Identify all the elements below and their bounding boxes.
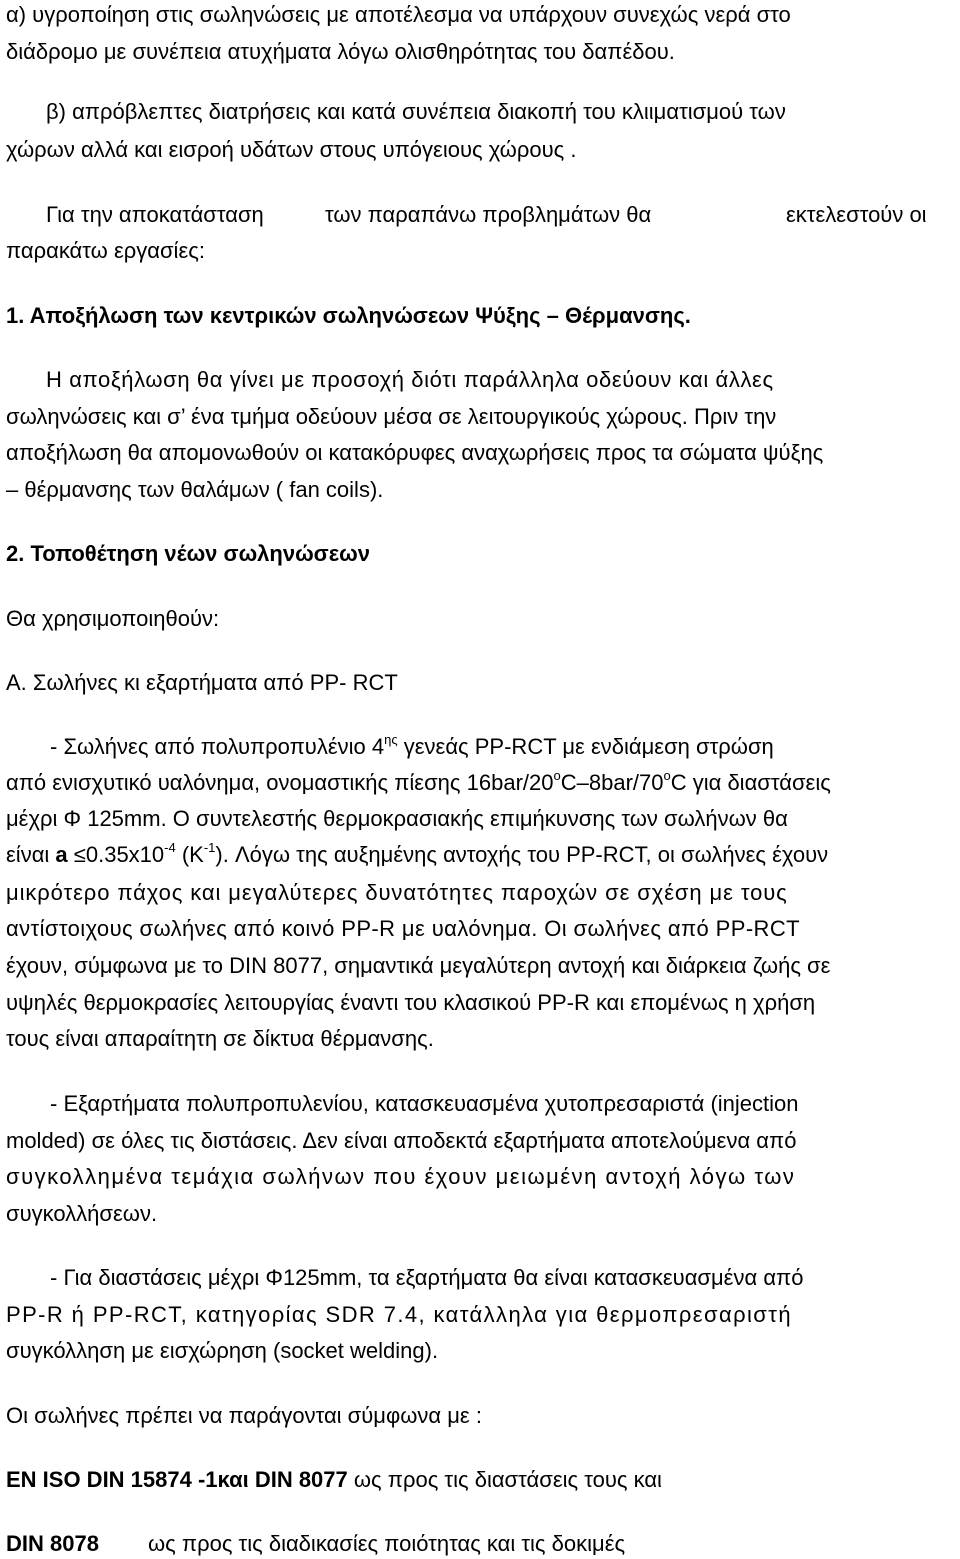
heading-text: 2. Τοποθέτηση νέων σωληνώσεων — [6, 541, 370, 566]
bold-symbol: a — [55, 842, 68, 867]
section-heading-1 — [6, 303, 691, 329]
text: molded) σε όλες τις διστάσεις. Δεν είναι αποδεκτά εξαρτήματα αποτελούμενα από — [6, 1128, 797, 1153]
text-line — [6, 1026, 434, 1052]
text: (K — [175, 842, 204, 867]
superscript: ης — [384, 731, 398, 747]
text-line — [6, 916, 800, 942]
text-line — [6, 238, 205, 264]
text-line — [6, 1201, 157, 1227]
section-heading-2 — [6, 541, 370, 567]
text: γενεάς PP-RCT με ενδιάμεση στρώση — [397, 734, 774, 759]
text-line — [6, 839, 829, 868]
text: συγκόλληση με εισχώρηση (socket welding). — [6, 1338, 439, 1363]
text-line — [6, 806, 788, 832]
text-line — [50, 1091, 799, 1117]
text: PP-R ή PP-RCT, κατηγορίας SDR 7.4, κατάλληλα για θερμοπρεσαριστή — [6, 1302, 792, 1327]
text: σωληνώσεις και σ’ ένα τμήμα οδεύουν μέσα σε λειτουργικούς χώρους. Πριν την — [6, 404, 777, 429]
text: των παραπάνω προβλημάτων θα — [325, 202, 652, 227]
superscript: -4 — [164, 839, 176, 855]
text-line — [6, 606, 219, 632]
text-line — [50, 731, 774, 760]
text: C για διαστάσεις — [670, 770, 831, 795]
text-line — [6, 477, 383, 503]
standards-line — [6, 1531, 625, 1557]
text: αποξήλωση θα απομονωθούν οι κατακόρυφες αναχωρήσεις προς τα σώματα ψύξης — [6, 440, 824, 465]
text: ≤0.35x10 — [67, 842, 165, 867]
text: ). Λόγω της αυξημένης αντοχής του PP-RCT, οι σωλήνες έχουν — [215, 842, 829, 867]
text: έχουν, σύμφωνα με το DIN 8077, σημαντικά μεγαλύτερη αντοχή και διάρκεια ζωής σε — [6, 953, 831, 978]
text: υψηλές θερμοκρασίες λειτουργίας έναντι του κλασικού PP-R και επομένως η χρήση — [6, 990, 816, 1015]
text: – θέρμανσης των θαλάμων ( fan coils). — [6, 477, 384, 502]
text-line — [6, 2, 954, 28]
superscript: -1 — [203, 839, 216, 855]
text: Για την αποκατάσταση — [46, 202, 264, 227]
text: Η αποξήλωση θα γίνει με προσοχή διότι παράλληλα οδεύουν και άλλες — [46, 367, 774, 392]
standards-line — [6, 1467, 662, 1493]
text-line — [6, 137, 576, 163]
text: ως προς τις διαστάσεις τους και — [347, 1467, 662, 1492]
text-line — [6, 39, 675, 65]
text-line — [46, 99, 954, 125]
text: διάδρομο με συνέπεια ατυχήματα λόγω ολισθηρότητας του δαπέδου. — [6, 39, 675, 64]
text-line — [6, 1403, 482, 1429]
superscript: o — [553, 767, 561, 783]
text: β) απρόβλεπτες διατρήσεις και κατά συνέπεια διακοπή του κλιιματισμού των — [46, 99, 786, 124]
subheading-a — [6, 670, 398, 696]
text-line — [6, 440, 823, 466]
text-segment — [325, 202, 651, 228]
text: είναι — [6, 842, 56, 867]
text: - Για διαστάσεις μέχρι Φ125mm, τα εξαρτήματα θα είναι κατασκευασμένα από — [50, 1265, 804, 1290]
heading-text: 1. Αποξήλωση των κεντρικών σωληνώσεων Ψύξης – Θέρμανσης. — [6, 303, 691, 328]
text: μικρότερο πάχος και μεγαλύτερες δυνατότητες παροχών σε σχέση με τους — [6, 880, 788, 905]
text: εκτελεστούν οι — [786, 202, 927, 227]
text: τους είναι απαραίτητη σε δίκτυα θέρμανσης. — [6, 1026, 434, 1051]
text: Οι σωλήνες πρέπει να παράγονται σύμφωνα με : — [6, 1403, 482, 1428]
text: Α. Σωλήνες κι εξαρτήματα από PP- RCT — [6, 670, 398, 695]
standard-name: DIN 8078 — [6, 1531, 99, 1556]
text: C–8bar/70 — [560, 770, 664, 795]
text: αντίστοιχους σωλήνες από κοινό PP-R με υαλόνημα. Οι σωλήνες από PP-RCT — [6, 916, 800, 941]
text: Θα χρησιμοποιηθούν: — [6, 606, 220, 631]
text: - Σωλήνες από πολυπροπυλένιο 4 — [50, 734, 385, 759]
text-line — [6, 990, 815, 1016]
text: παρακάτω εργασίες: — [6, 238, 205, 263]
text-line — [6, 404, 776, 430]
text-segment — [46, 202, 264, 228]
text-line — [46, 367, 954, 393]
text-line — [6, 1302, 792, 1328]
text-line — [6, 953, 830, 979]
text: ως προς τις διαδικασίες ποιότητας και τις δοκιμές — [148, 1531, 626, 1556]
superscript: o — [663, 767, 671, 783]
text: συγκολλημένα τεμάχια σωλήνων που έχουν μειωμένη αντοχή λόγω των — [6, 1164, 796, 1189]
text: από ενισχυτικό υαλόνημα, ονομαστικής πίεσης 16bar/20 — [6, 770, 554, 795]
text-segment — [786, 202, 927, 228]
text: α) υγροποίηση στις σωληνώσεις με αποτέλεσμα να υπάρχουν συνεχώς νερά στο — [6, 2, 791, 27]
text: - Εξαρτήματα πολυπροπυλενίου, κατασκευασμένα χυτοπρεσαριστά (injection — [50, 1091, 799, 1116]
text-line — [6, 1338, 438, 1364]
text-line — [6, 880, 788, 906]
text-line — [6, 1128, 796, 1154]
text: χώρων αλλά και εισροή υδάτων στους υπόγειους χώρους . — [6, 137, 577, 162]
text: συγκολλήσεων. — [6, 1201, 158, 1226]
text-line — [50, 1265, 803, 1291]
text-line — [6, 767, 831, 796]
text-line — [6, 1164, 795, 1190]
text: μέχρι Φ 125mm. Ο συντελεστής θερμοκρασιακής επιμήκυνσης των σωλήνων θα — [6, 806, 788, 831]
standard-name: EN ISO DIN 15874 -1και DIN 8077 — [6, 1467, 348, 1492]
